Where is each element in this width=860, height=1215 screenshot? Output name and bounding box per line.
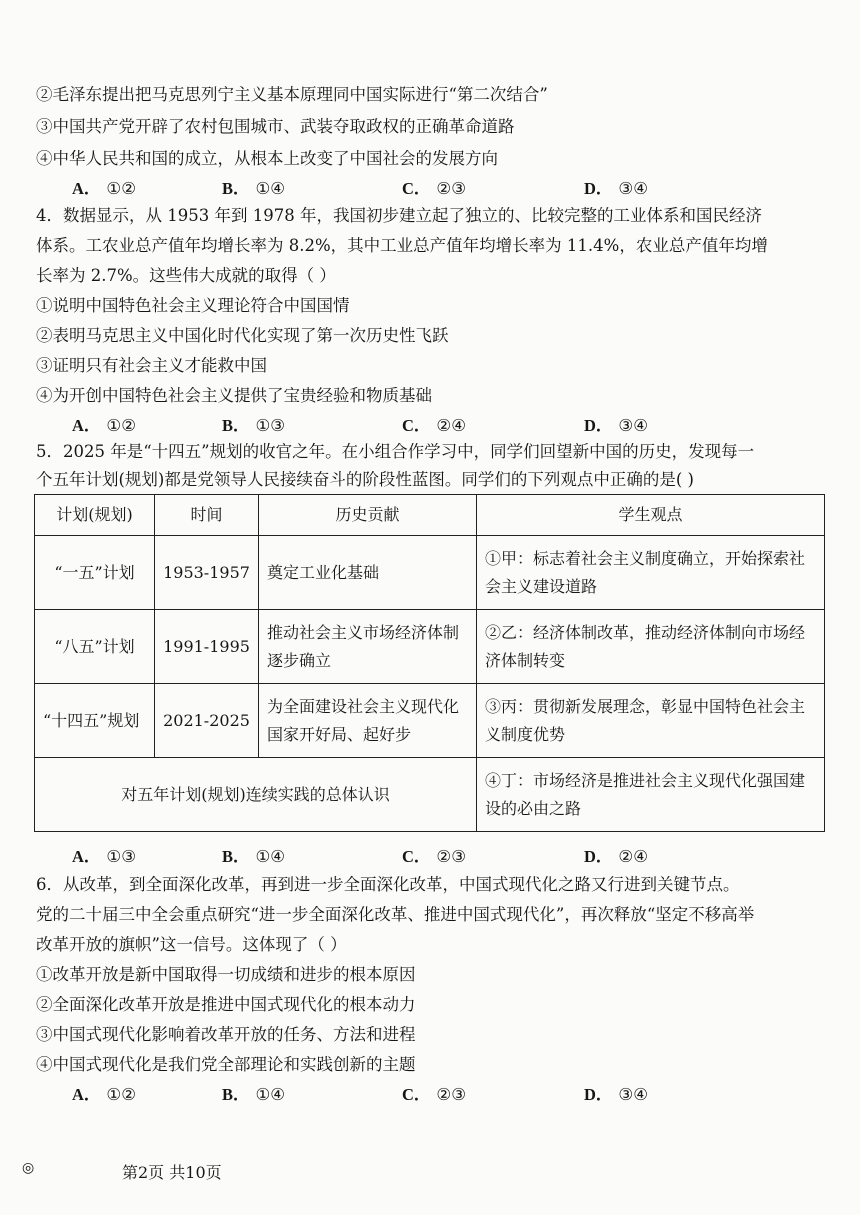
q4-item-2: ②表明马克思主义中国化时代化实现了第一次历史性飞跃 [36,326,449,345]
q4-item-1: ①说明中国特色社会主义理论符合中国国情 [36,296,350,315]
q3-option-d[interactable]: D． ③④ [584,179,649,198]
cell-plan: “一五”计划 [35,536,155,610]
table-summary-row [35,758,825,832]
header-time: 时间 [155,495,259,536]
q5-options [36,843,836,867]
table-row [35,610,825,684]
cell-summary-view: ④丁：市场经济是推进社会主义现代化强国建设的必由之路 [477,758,825,832]
q4-item-3: ③证明只有社会主义才能救中国 [36,356,267,375]
q3-option-b[interactable]: B． ①④ [222,179,286,198]
cell-plan: “八五”计划 [35,610,155,684]
q3-option-c[interactable]: C． ②③ [402,179,467,198]
q5-option-a[interactable]: A． ①③ [72,847,137,866]
cell-contribution: 为全面建设社会主义现代化国家开好局、起好步 [259,684,477,758]
q6-options [36,1081,836,1105]
q6-item-1: ①改革开放是新中国取得一切成绩和进步的根本原因 [36,965,416,984]
q3-item-4: ④中华人民共和国的成立，从根本上改变了中国社会的发展方向 [36,149,498,168]
q4-item-4: ④为开创中国特色社会主义提供了宝贵经验和物质基础 [36,386,432,405]
q6-option-c[interactable]: C． ②③ [402,1085,467,1104]
q5-stem-2: 个五年计划(规划)都是党领导人民接续奋斗的阶段性蓝图。同学们的下列观点中正确的是( ) [36,470,694,489]
q4-stem-1: 4．数据显示，从 1953 年到 1978 年，我国初步建立起了独立的、比较完整的工业体系和国民经济 [36,206,762,225]
q6-option-a[interactable]: A． ①② [72,1085,137,1104]
q5-option-b[interactable]: B． ①④ [222,847,286,866]
page-number: 第2页 共10页 [122,1163,222,1182]
q4-stem-2: 体系。工农业总产值年均增长率为 8.2%，其中工业总产值年均增长率为 11.4%，农业总产值年均增 [36,236,768,255]
q6-stem-1: 6．从改革，到全面深化改革，再到进一步全面深化改革，中国式现代化之路又行进到关键节点。 [36,875,740,894]
q3-option-a[interactable]: A． ①② [72,179,137,198]
five-year-plan-table [34,494,825,832]
q5-option-c[interactable]: C． ②③ [402,847,467,866]
cell-contribution: 奠定工业化基础 [259,536,477,610]
cell-time: 1991-1995 [155,610,259,684]
q4-options [36,412,836,436]
q6-stem-3: 改革开放的旗帜”这一信号。这体现了（ ） [36,935,347,954]
q4-option-b[interactable]: B． ①③ [222,416,286,435]
cell-view: ①甲：标志着社会主义制度确立，开始探索社会主义建设道路 [477,536,825,610]
q5-option-d[interactable]: D． ②④ [584,847,649,866]
cell-time: 2021-2025 [155,684,259,758]
table-row [35,684,825,758]
q3-options [36,175,836,199]
q3-item-2: ②毛泽东提出把马克思列宁主义基本原理同中国实际进行“第二次结合” [36,85,548,104]
q4-option-c[interactable]: C． ②④ [402,416,467,435]
q6-option-d[interactable]: D． ③④ [584,1085,649,1104]
q6-item-2: ②全面深化改革开放是推进中国式现代化的根本动力 [36,995,416,1014]
q4-option-d[interactable]: D． ③④ [584,416,649,435]
header-view: 学生观点 [477,495,825,536]
header-contribution: 历史贡献 [259,495,477,536]
q6-stem-2: 党的二十届三中全会重点研究“进一步全面深化改革、推进中国式现代化”，再次释放“坚定不移高举 [36,905,755,924]
cell-time: 1953-1957 [155,536,259,610]
footer-mark-icon: ◎ [22,1160,35,1176]
cell-view: ③丙：贯彻新发展理念，彰显中国特色社会主义制度优势 [477,684,825,758]
q3-item-3: ③中国共产党开辟了农村包围城市、武装夺取政权的正确革命道路 [36,117,515,136]
q6-item-4: ④中国式现代化是我们党全部理论和实践创新的主题 [36,1055,416,1074]
cell-view: ②乙：经济体制改革，推动经济体制向市场经济体制转变 [477,610,825,684]
cell-contribution: 推动社会主义市场经济体制逐步确立 [259,610,477,684]
q5-stem-1: 5．2025 年是“十四五”规划的收官之年。在小组合作学习中，同学们回望新中国的历史，发现每一 [36,442,755,461]
q4-option-a[interactable]: A． ①② [72,416,137,435]
cell-plan: “十四五”规划 [35,684,155,758]
cell-summary-label: 对五年计划(规划)连续实践的总体认识 [35,758,477,832]
table-row [35,536,825,610]
header-plan: 计划(规划) [35,495,155,536]
q4-stem-3: 长率为 2.7%。这些伟大成就的取得（ ） [36,266,336,285]
table-header-row [35,495,825,536]
q6-item-3: ③中国式现代化影响着改革开放的任务、方法和进程 [36,1025,416,1044]
q6-option-b[interactable]: B． ①④ [222,1085,286,1104]
